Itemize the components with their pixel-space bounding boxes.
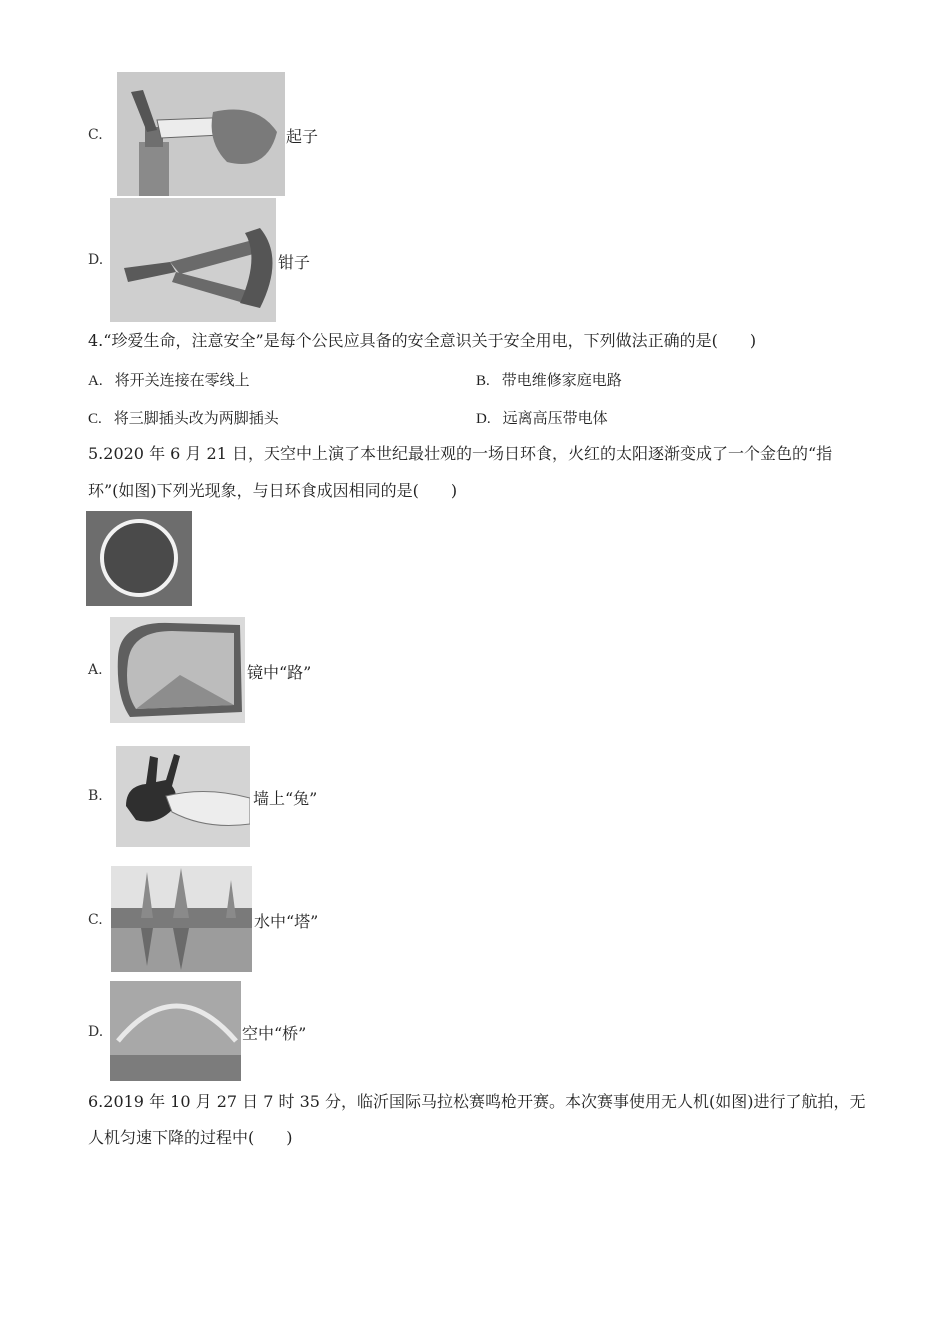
q4-option-a — [88, 369, 250, 390]
question-6-stem-line2: 人机匀速下降的过程中( ) — [88, 1128, 293, 1147]
option-letter: B. — [476, 373, 490, 389]
question-5-stem-line1: 5.2020 年 6 月 21 日，天空中上演了本世纪最壮观的一场日环食，火红的太阳逐渐变成了一个金色的“指 — [88, 444, 833, 463]
option-caption: 空中“桥” — [242, 1024, 307, 1043]
option-text: 将开关连接在零线上 — [114, 371, 250, 389]
option-letter: C. — [88, 127, 103, 143]
option-letter: D. — [88, 252, 104, 268]
option-letter: D. — [88, 1024, 104, 1040]
option-letter: D. — [476, 411, 491, 427]
option-letter: A. — [88, 662, 103, 678]
question-4-stem: 4.“珍爱生命，注意安全”是每个公民应具备的安全意识关于安全用电，下列做法正确的是( ) — [88, 331, 757, 350]
bottle-opener-image — [117, 72, 285, 196]
annular-eclipse-image — [86, 511, 192, 606]
option-caption: 钳子 — [278, 253, 311, 272]
question-5-stem-line2: 环”(如图)下列光现象，与日环食成因相同的是( ) — [88, 481, 458, 500]
pliers-image — [110, 198, 276, 322]
q4-option-b — [476, 369, 622, 390]
question-6-stem-line1: 6.2019 年 10 月 27 日 7 时 35 分，临沂国际马拉松赛鸣枪开赛。本次赛事使用无人机(如图)进行了航拍，无 — [88, 1092, 866, 1111]
option-text: 将三脚插头改为两脚插头 — [113, 409, 279, 427]
option-letter: C. — [88, 411, 102, 427]
hand-shadow-rabbit-image — [116, 746, 250, 847]
option-caption: 墙上“兔” — [253, 789, 318, 808]
q4-option-c — [88, 407, 279, 428]
option-letter: B. — [88, 788, 103, 804]
option-caption: 起子 — [286, 127, 319, 146]
option-text: 带电维修家庭电路 — [501, 371, 622, 389]
option-letter: A. — [88, 373, 103, 389]
tower-reflection-image — [111, 866, 252, 972]
option-text: 远离高压带电体 — [502, 409, 608, 427]
option-caption: 镜中“路” — [247, 663, 312, 682]
option-caption: 水中“塔” — [254, 912, 319, 931]
mirror-road-image — [110, 617, 245, 723]
q4-option-d — [476, 407, 608, 428]
option-letter: C. — [88, 912, 103, 928]
rainbow-image — [110, 981, 241, 1081]
